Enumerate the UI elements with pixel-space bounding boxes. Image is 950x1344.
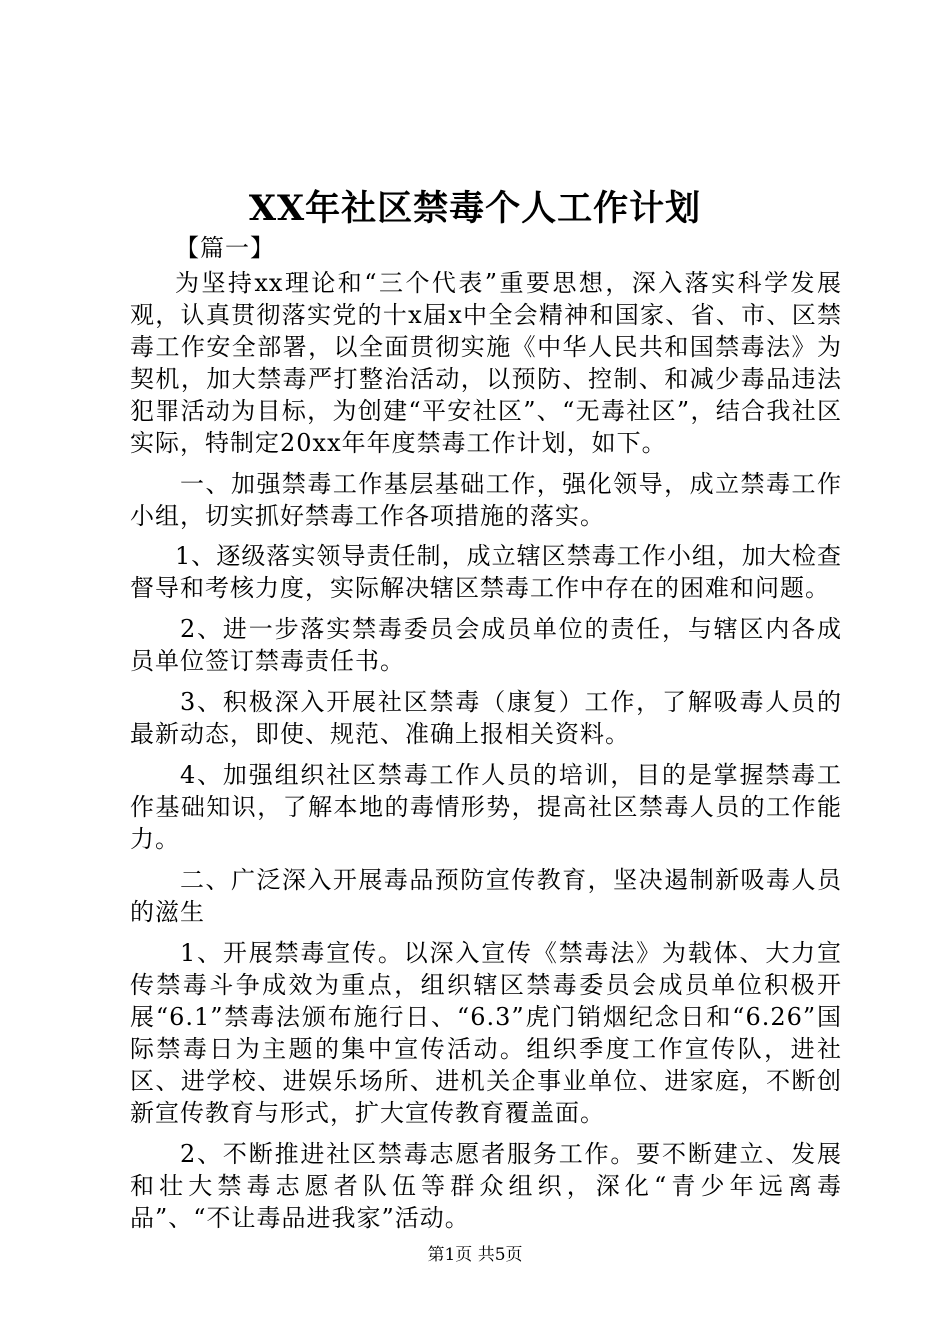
page-footer: 第1页 共5页 — [427, 1245, 523, 1265]
heading-two-paragraph: 二、广泛深入开展毒品预防宣传教育，坚决遏制新吸毒人员的滋生 — [130, 866, 842, 926]
intro-paragraph: 为坚持xx理论和“三个代表”重要思想，深入落实科学发展观，认真贯彻落实党的十x届x中全会精神和国家、省、市、区禁毒工作安全部署，以全面贯彻实施《中华人民共和国禁毒法》为契机，加大禁毒严打整治活动，以预防、控制、和减少毒品违法犯罪活动为目标，为创建“平安社区”、“无毒社区”，结合我社区实际，特制定20xx年年度禁毒工作计划，如下。 — [130, 269, 842, 457]
section-label: 【篇一】 — [175, 234, 275, 262]
item-1-2-paragraph: 2、进一步落实禁毒委员会成员单位的责任，与辖区内各成员单位签订禁毒责任书。 — [130, 615, 842, 675]
item-1-1-paragraph: 1、逐级落实领导责任制，成立辖区禁毒工作小组，加大检查督导和考核力度，实际解决辖区禁毒工作中存在的困难和问题。 — [130, 542, 842, 602]
item-1-4-paragraph: 4、加强组织社区禁毒工作人员的培训，目的是掌握禁毒工作基础知识，了解本地的毒情形势，提高社区禁毒人员的工作能力。 — [130, 761, 842, 853]
document-body — [130, 232, 842, 1234]
heading-one-paragraph: 一、加强禁毒工作基层基础工作，强化领导，成立禁毒工作小组，切实抓好禁毒工作各项措施的落实。 — [130, 470, 842, 530]
item-1-3-paragraph: 3、积极深入开展社区禁毒（康复）工作，了解吸毒人员的最新动态，即使、规范、准确上报相关资料。 — [130, 688, 842, 748]
item-2-2-paragraph: 2、不断推进社区禁毒志愿者服务工作。要不断建立、发展和壮大禁毒志愿者队伍等群众组织，深化“青少年远离毒品”、“不让毒品进我家”活动。 — [130, 1140, 842, 1232]
document-title: XX年社区禁毒个人工作计划 — [248, 188, 702, 229]
item-2-1-paragraph: 1、开展禁毒宣传。以深入宣传《禁毒法》为载体、大力宣传禁毒斗争成效为重点，组织辖区禁毒委员会成员单位积极开展“6.1”禁毒法颁布施行日、“6.3”虎门销烟纪念日和“6.26”国际禁毒日为主题的集中宣传活动。组织季度工作宣传队，进社区、进学校、进娱乐场所、进机关企事业单位、进家庭，不断创新宣传教育与形式，扩大宣传教育覆盖面。 — [130, 939, 842, 1127]
